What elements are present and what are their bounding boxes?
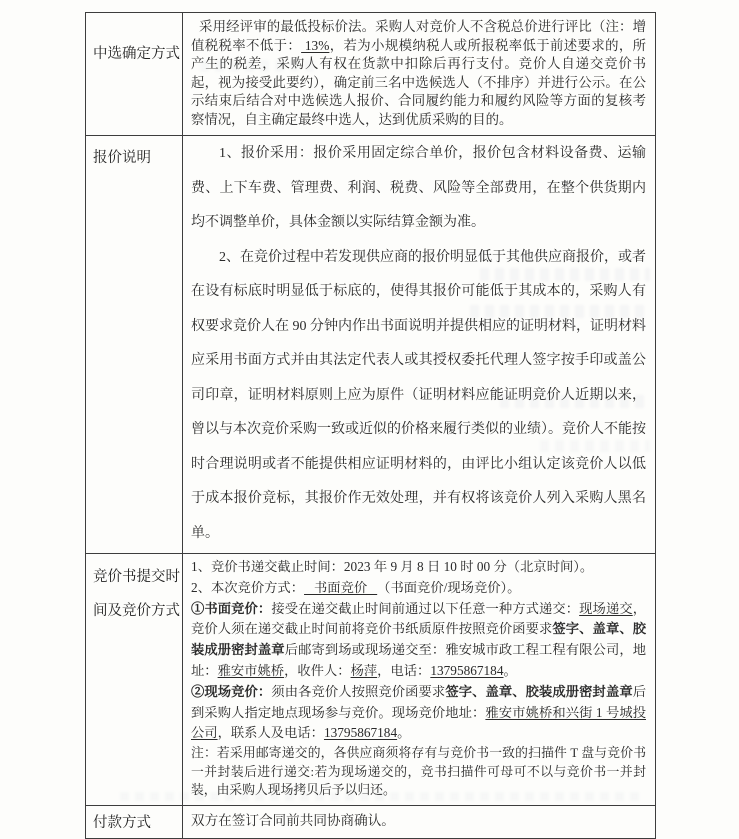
paragraph — [191, 578, 646, 599]
table-row-payment-method — [86, 806, 656, 839]
paragraph — [191, 137, 646, 241]
underlined-text: 杨萍 — [350, 662, 378, 678]
text-segment: 接受在递交截止时间前通过以下任意一种方式递交： — [271, 600, 580, 616]
text-segment: 后邮寄到场或现场递交至：雅安城市政工程工程有限公司，地址： — [191, 642, 647, 678]
text-segment: 2、本次竞价方式： — [191, 579, 305, 595]
underlined-text: 现场递交 — [579, 600, 633, 616]
text-segment: 注：若采用邮寄递交的，各供应商须将存有与竞价书一致的扫描件 T 盘与竞价书一并封装后进行递交:若为现场递交的，竞书扫描件可母可不以与竞价书一并封装，由采购人现场拷贝后予以归还。 — [191, 746, 646, 798]
row-content-submission-time-method — [183, 554, 656, 806]
table-row-quotation-notes — [86, 136, 656, 554]
paragraph — [191, 682, 646, 744]
underlined-text: 13795867184 — [323, 725, 398, 741]
bold-text: ①书面竞价： — [191, 600, 272, 616]
paragraph — [191, 811, 646, 831]
procurement-terms-table — [85, 12, 656, 839]
text-segment: 双方在签订合同前共同协商确认。 — [191, 813, 395, 828]
text-segment: 须由各竞价人按照竞价函要求 — [271, 683, 446, 699]
row-content-selection-method — [183, 13, 656, 136]
text-segment: ，若为小规模纳税人或所报税率低于前述要求的，所产生的税差，采购人有权在货款中扣除后再行支付。竞价人自递交竞价书起，视为接受此要约），确定前三名中选候选人（不排序）并进行公示。在公示结束后结合对中选候选人报价、合同履约能力和履约风险等方面的复核考察情况，自主确定最终中选人，达到优质采购的目的。 — [191, 37, 647, 127]
underlined-text: 雅安市姚桥 — [217, 662, 285, 678]
row-label-payment-method: 付款方式 — [86, 806, 183, 839]
text-segment: （书面竞价/现场竞价）。 — [377, 579, 521, 595]
underlined-text: 13% — [301, 37, 330, 53]
paragraph — [191, 557, 646, 578]
table-row-selection-method — [86, 13, 656, 136]
text-segment: 1、竞价书递交截止时间：2023 年 9 月 8 日 10 时 00 分（北京时间）。 — [191, 559, 594, 574]
text-segment: 采用经评审的最低投标价法。采购人对竞价人不含税总价进行评比（注：增值税税率不低于： — [191, 19, 646, 53]
text-segment: 后到采购人指定地点现场参与竞价。现场竞价地址： — [191, 683, 647, 720]
note-paragraph — [191, 744, 646, 800]
paragraph — [191, 18, 646, 130]
row-label-selection-method: 中选确定方式 — [86, 13, 183, 136]
paragraph — [191, 599, 646, 682]
paragraph — [191, 241, 646, 552]
text-segment: ，联系人及电话： — [217, 725, 324, 741]
underlined-text: 书面竞价 — [304, 579, 378, 595]
table-row-submission-time-method — [86, 554, 656, 806]
row-label-submission-time-method: 竞价书提交时间及竞价方式 — [86, 554, 183, 806]
row-content-payment-method — [183, 806, 656, 839]
text-segment: 2、在竞价过程中若发现供应商的报价明显低于其他供应商报价，或者在设有标底时明显低于标底的，使得其报价可能低于其成本的，采购人有权要求竞价人在 90 分钟内作出书面说明并提供相应的证明材料，证明材料应采用书面方式并由其法定代表人或其授权委托代理人签字按手印或盖公司印章，证明材料原则上应为原件（证明材料应能证明竞价人近期以来，曾以与本次竞价采购一致或近似的价格来履行类似的业绩）。竞价人不能按时合理说明或者不能提供相应证明材料的，由评比小组认定该竞价人以低于成本报价竞标，其报价作无效处理，并有权将该竞价人列入采购人黑名单。 — [191, 249, 646, 541]
row-label-quotation-notes: 报价说明 — [86, 136, 183, 554]
text-segment: 。 — [397, 725, 411, 741]
text-segment: ，收件人： — [284, 662, 351, 678]
bold-text: ②现场竞价： — [191, 683, 272, 699]
underlined-text: 13795867184 — [430, 662, 504, 678]
text-segment: ，竞价人须在递交截止时间前将竞价书纸质原件按照竞价函要求 — [191, 600, 647, 637]
bold-text: 签字、盖章、胶装成册密封盖章 — [191, 621, 647, 658]
text-segment: 。 — [503, 662, 517, 678]
text-segment: 1、报价采用：报价采用固定综合单价，报价包含材料设备费、运输费、上下车费、管理费、利润、税费、风险等全部费用，在整个供货期内均不调整单价，具体金额以实际结算金额为准。 — [191, 146, 646, 230]
bold-text: 签字、盖章、胶装成册密封盖章 — [445, 683, 633, 699]
text-segment: ，电话： — [377, 662, 431, 678]
row-content-quotation-notes — [183, 136, 656, 554]
underlined-text: 雅安市姚桥和兴街 1 号城投公司 — [191, 704, 647, 741]
